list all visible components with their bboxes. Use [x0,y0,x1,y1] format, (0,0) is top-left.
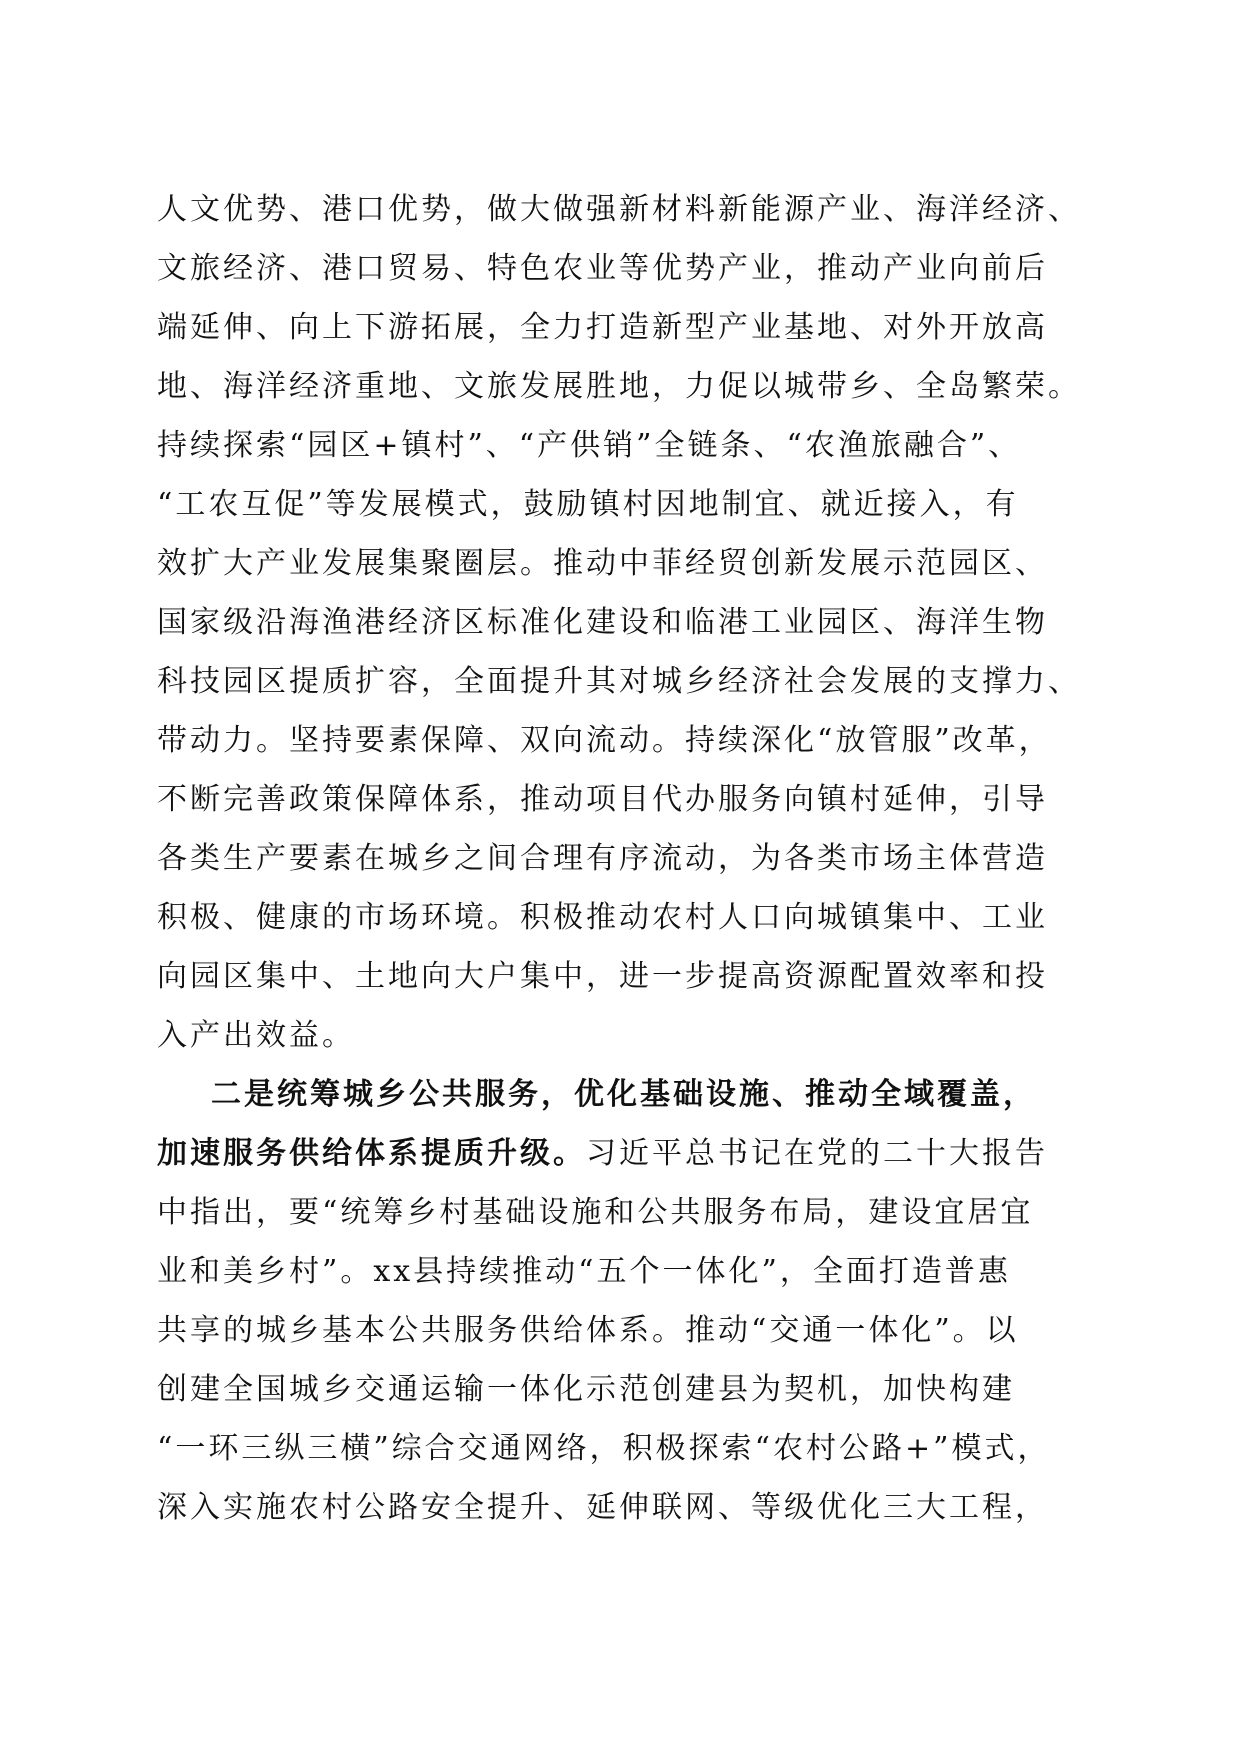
text-line: 积极、健康的市场环境。积极推动农村人口向城镇集中、工业 [157,900,1048,935]
text-line: 效扩大产业发展集聚圈层。推动中菲经贸创新发展示范园区、 [157,546,1048,581]
bold-heading-text: 加速服务供给体系提质升级。 [157,1136,586,1171]
text-line: “工农互促”等发展模式，鼓励镇村因地制宜、就近接入，有 [157,487,1019,522]
text-line: “一环三纵三横”综合交通网络，积极探索“农村公路+”模式， [157,1431,1051,1466]
text-line: 地、海洋经济重地、文旅发展胜地，力促以城带乡、全岛繁荣。 [157,369,1081,404]
paragraph-heading-line: 二是统筹城乡公共服务，优化基础设施、推动全域覆盖， [211,1077,1036,1112]
paragraph-2 [157,1065,1117,1537]
text-line: 入产出效益。 [157,1018,355,1053]
text-line: 中指出，要“统筹乡村基础设施和公共服务布局，建设宜居宜 [157,1195,1034,1230]
text-line: 业和美乡村”。xx县持续推动“五个一体化”，全面打造普惠 [157,1254,1011,1289]
body-text-segment: 习近平总书记在党的二十大报告 [586,1136,1048,1171]
text-line: 人文优势、港口优势，做大做强新材料新能源产业、海洋经济、 [157,192,1081,227]
text-line: 向园区集中、土地向大户集中，进一步提高资源配置效率和投 [157,959,1048,994]
text-line: 各类生产要素在城乡之间合理有序流动，为各类市场主体营造 [157,841,1048,876]
text-line: 持续探索“园区+镇村”、“产供销”全链条、“农渔旅融合”、 [157,428,1022,463]
paragraph-heading-continuation [157,1124,1117,1183]
paragraph-1 [157,180,1117,1065]
text-line: 共享的城乡基本公共服务供给体系。推动“交通一体化”。以 [157,1313,1019,1348]
text-line: 带动力。坚持要素保障、双向流动。持续深化“放管服”改革， [157,723,1052,758]
text-line: 文旅经济、港口贸易、特色农业等优势产业，推动产业向前后 [157,251,1048,286]
body-text [157,180,1117,1537]
text-line: 端延伸、向上下游拓展，全力打造新型产业基地、对外开放高 [157,310,1048,345]
text-line: 深入实施农村公路安全提升、延伸联网、等级优化三大工程， [157,1490,1048,1525]
text-line: 科技园区提质扩容，全面提升其对城乡经济社会发展的支撑力、 [157,664,1081,699]
text-line: 国家级沿海渔港经济区标准化建设和临港工业园区、海洋生物 [157,605,1048,640]
text-line: 创建全国城乡交通运输一体化示范创建县为契机，加快构建 [157,1372,1015,1407]
text-line: 不断完善政策保障体系，推动项目代办服务向镇村延伸，引导 [157,782,1048,817]
